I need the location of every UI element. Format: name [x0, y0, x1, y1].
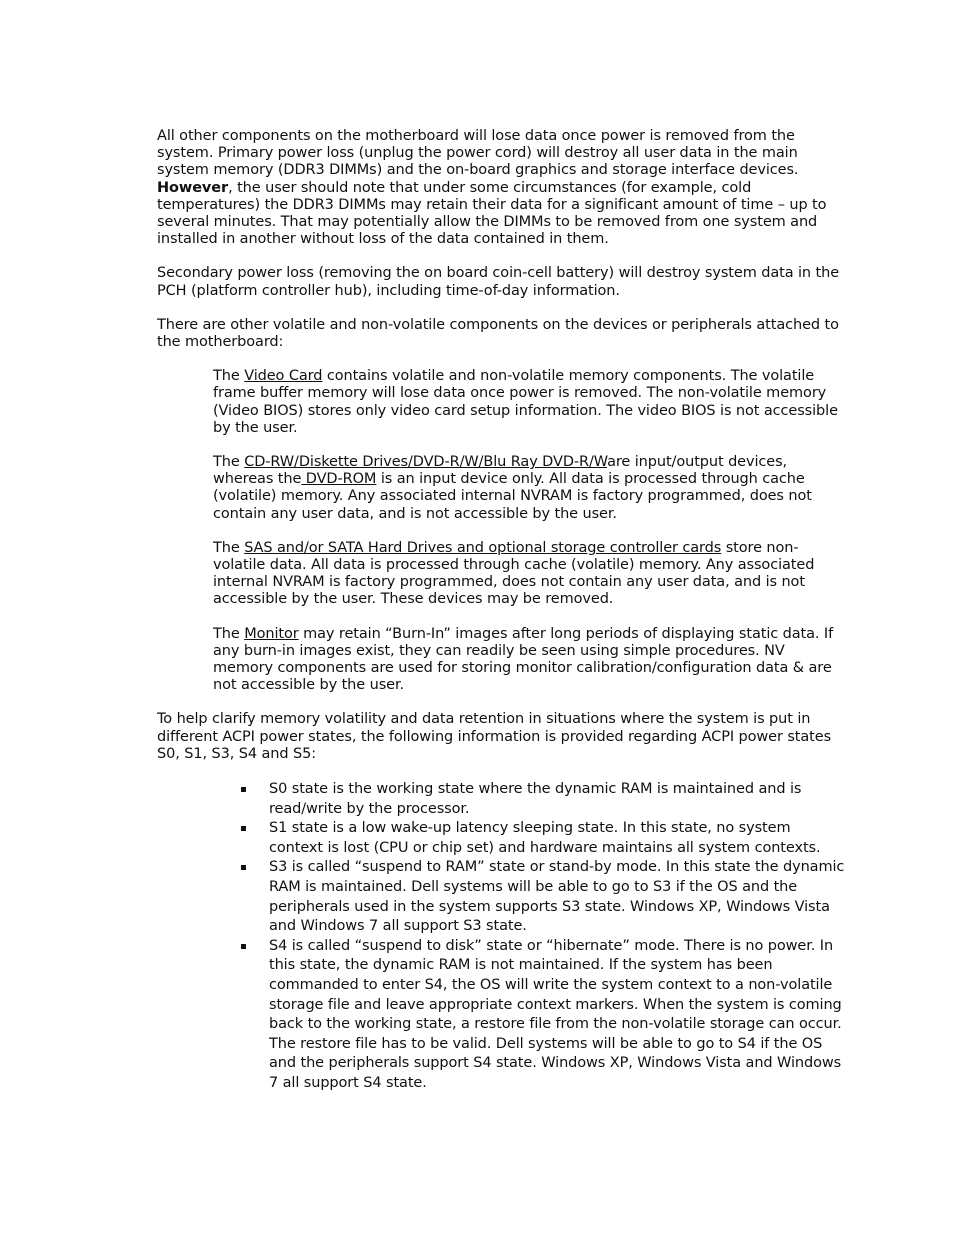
- bullet-icon: [241, 826, 246, 831]
- paragraph-video-card: [213, 368, 843, 437]
- paragraph-optical-drives: [213, 454, 843, 523]
- document-page: [157, 128, 847, 1094]
- list-item: [239, 937, 847, 1094]
- list-item: [239, 780, 847, 819]
- paragraph-secondary-power: Secondary power loss (removing the on board coin-cell battery) will destroy system data in the PCH (platform controller hub), including time-of-day information.: [157, 265, 840, 299]
- paragraph-text: The: [213, 454, 245, 471]
- paragraph-text: contains volatile and non-volatile memory components. The volatile frame buffer memory will lose data once power is removed. The non-volatile memory (Video BIOS) stores only video card setup information. The video BIOS is not accessible by the user.: [213, 368, 838, 436]
- bullet-icon: [241, 944, 246, 949]
- paragraph-text: may retain “Burn-In” images after long periods of displaying static data. If any burn-in images exist, they can readily be seen using simple procedures. NV memory components are used for storing monitor calibration/configuration data & are not accessible by the user.: [213, 625, 834, 694]
- bold-however: However: [157, 179, 229, 196]
- bullet-icon: [241, 865, 246, 870]
- list-item: [239, 858, 847, 936]
- paragraph-text: store non-volatile data. All data is processed through cache (volatile) memory. Any associated internal NVRAM is factory programmed, does not contain any user data, and is not accessible by the user. These devices may be removed.: [213, 539, 815, 608]
- paragraph-data-loss: [157, 128, 847, 248]
- list-item-text: S3 is called “suspend to RAM” state or stand-by mode. In this state the dynamic RAM is maintained. Dell systems will be able to go to S3 if the OS and the peripherals used in the system supports S3 state. Windows XP, Windows Vista and Windows 7 all support S3 state.: [269, 859, 845, 935]
- paragraph-other-components: There are other volatile and non-volatile components on the devices or peripherals attached to the motherboard:: [157, 316, 839, 351]
- monitor-term: Monitor: [244, 625, 299, 642]
- paragraph-text: are input/output devices, whereas the: [213, 454, 788, 488]
- list-item-text: S0 state is the working state where the dynamic RAM is maintained and is read/write by the processor.: [269, 781, 802, 817]
- paragraph-text: All other components on the motherboard will lose data once power is removed from the system. Primary power loss (unplug the power cord) will destroy all user data in the main system memory (DDR3 DIMMs) and the on-board graphics and storage interface devices.: [157, 128, 799, 179]
- list-item-text: S1 state is a low wake-up latency sleeping state. In this state, no system context is lost (CPU or chip set) and hardware maintains all system contexts.: [269, 820, 821, 856]
- paragraph-text: The: [213, 625, 245, 642]
- hard-drives-term: SAS and/or SATA Hard Drives and optional storage controller cards: [244, 539, 722, 556]
- list-item: [239, 819, 847, 858]
- dvd-rom-term: DVD-ROM: [301, 471, 377, 488]
- optical-drives-term: CD-RW/Diskette Drives/DVD-R/W/Blu Ray DVD-R/W: [244, 454, 608, 471]
- paragraph-text: The: [213, 539, 245, 556]
- paragraph-hard-drives: [213, 540, 843, 609]
- acpi-states-list: [239, 780, 847, 1094]
- list-item-text: S4 is called “suspend to disk” state or “hibernate” mode. There is no power. In this state, the dynamic RAM is not maintained. If the system has been commanded to enter S4, the OS will write the system context to a non-volatile storage file and leave appropriate context markers. When the system is coming back to the working state, a restore file from the non-volatile storage can occur. The restore file has to be valid. Dell systems will be able to go to S4 if the OS and the peripherals support S4 state. Windows XP, Windows Vista and Windows 7 all support S4 state.: [269, 937, 842, 1091]
- paragraph-text: , the user should note that under some circumstances (for example, cold temperatures) the DDR3 DIMMs may retain their data for a significant amount of time – up to several minutes. That may potentially allow the DIMMs to be removed from one system and installed in another without loss of the data contained in them.: [157, 179, 827, 248]
- bullet-icon: [241, 787, 246, 792]
- paragraph-text: is an input device only. All data is processed through cache (volatile) memory. Any associated internal NVRAM is factory programmed, does not contain any user data, and is not accessible by the user.: [213, 471, 812, 522]
- paragraph-monitor: [213, 626, 843, 695]
- video-card-term: Video Card: [244, 368, 323, 385]
- paragraph-acpi: To help clarify memory volatility and data retention in situations where the system is put in different ACPI power states, the following information is provided regarding ACPI power states S0, S1, S3, S4 and S5:: [157, 711, 832, 762]
- paragraph-text: The: [213, 368, 245, 385]
